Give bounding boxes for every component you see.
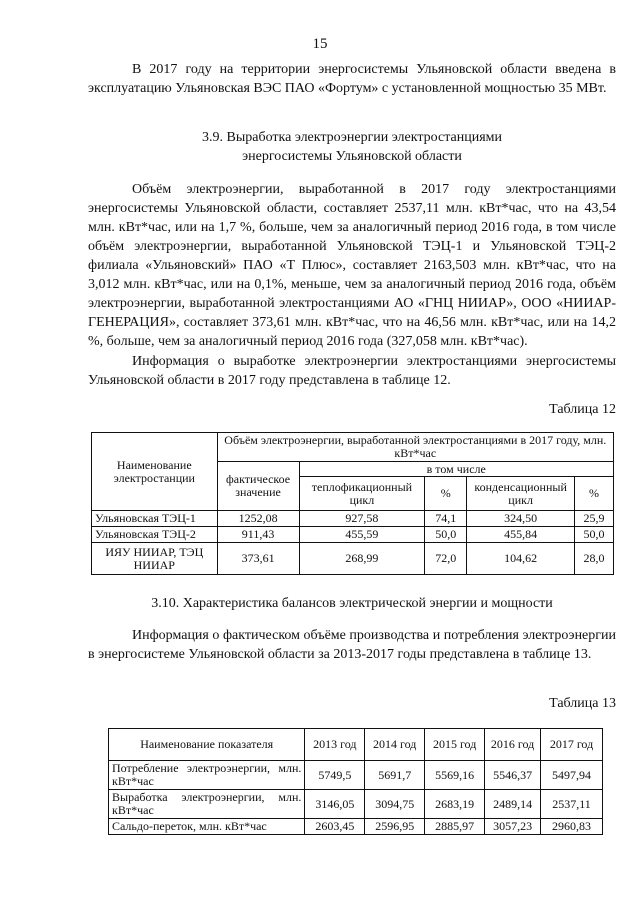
- table-row: [92, 511, 614, 527]
- t12-row1-heat: 927,58: [299, 511, 425, 527]
- t12-row2-cond: 455,84: [467, 527, 575, 543]
- paragraph-generation-volume: Объём электроэнергии, выработанной в 2017 году электростанциями энергосистемы Ульяновской области, составляет 2537,11 млн. кВт*час, что на 43,54 млн. кВт*час, или на 1,7 %, больше, чем за аналогичный период 2016 года, в том числе объём электроэнергии, выработанной Ульяновской ТЭЦ-1 и Ульяновской ТЭЦ-2 филиала «Ульяновский» ПАО «Т Плюс», составляет 2163,503 млн. кВт*час, что на 3,012 млн. кВт*час, или на 0,1%, меньше, чем за аналогичный период 2016 года, объём электроэнергии, выработанной электростанциями АО «ГНЦ НИИАР», ООО «НИИАР-ГЕНЕРАЦИЯ», составляет 373,61 млн. кВт*час, что на 46,56 млн. кВт*час, или на 14,2 %, больше, чем за аналогичный период 2016 года (327,058 млн. кВт*час).: [88, 182, 616, 349]
- t13-header-name: Наименование показателя: [109, 729, 305, 761]
- paragraph-table12-reference: Информация о выработке электроэнергии электростанциями энергосистемы Ульяновской области в 2017 году представлена в таблице 12.: [88, 354, 616, 388]
- t13-header-2014: 2014 год: [365, 729, 425, 761]
- t13-row1-2015: 5569,16: [425, 761, 485, 790]
- t12-row1-name: Ульяновская ТЭЦ-1: [92, 511, 218, 527]
- t13-row1-2014: 5691,7: [365, 761, 425, 790]
- table-row: [92, 543, 614, 575]
- t12-row2-heat: 455,59: [299, 527, 425, 543]
- section-heading-3-10: 3.10. Характеристика балансов электрической энергии и мощности: [151, 596, 553, 611]
- t12-row3-heat: 268,99: [299, 543, 425, 575]
- t12-row3-cond: 104,62: [467, 543, 575, 575]
- paragraph-wind-farm: В 2017 году на территории энергосистемы Ульяновской области введена в эксплуатацию Ульяновская ВЭС ПАО «Фортум» с установленной мощностью 35 МВт.: [88, 62, 616, 96]
- table-12: [91, 432, 614, 575]
- t13-header-2015: 2015 год: [425, 729, 485, 761]
- t12-row2-actual: 911,43: [217, 527, 299, 543]
- t12-row2-pct2: 50,0: [575, 527, 614, 543]
- t13-row2-2017: 2537,11: [541, 790, 603, 819]
- section-heading-3-9-line2: энергосистемы Ульяновской области: [242, 149, 462, 164]
- t13-header-2017: 2017 год: [541, 729, 603, 761]
- t13-row2-2016: 2489,14: [485, 790, 541, 819]
- t13-row1-2016: 5546,37: [485, 761, 541, 790]
- t13-row2-2015: 2683,19: [425, 790, 485, 819]
- t12-header-name: Наименование электростанции: [92, 433, 218, 511]
- t13-row2-2013: 3146,05: [305, 790, 365, 819]
- section-heading-3-9-line1: 3.9. Выработка электроэнергии электростанциями: [202, 130, 502, 145]
- section-heading-3-9: [88, 128, 616, 166]
- t12-row1-pct1: 74,1: [425, 511, 467, 527]
- t12-row1-actual: 1252,08: [217, 511, 299, 527]
- t12-row1-cond: 324,50: [467, 511, 575, 527]
- table-row: [109, 819, 603, 835]
- t12-row3-actual: 373,61: [217, 543, 299, 575]
- t13-row1-2013: 5749,5: [305, 761, 365, 790]
- table12-caption: Таблица 12: [549, 402, 616, 417]
- t12-row3-pct1: 72,0: [425, 543, 467, 575]
- t13-row3-name: Сальдо-переток, млн. кВт*час: [109, 819, 305, 835]
- t13-row2-2014: 3094,75: [365, 790, 425, 819]
- t12-row2-name: Ульяновская ТЭЦ-2: [92, 527, 218, 543]
- t13-header-2013: 2013 год: [305, 729, 365, 761]
- t12-header-pct2: %: [575, 477, 614, 511]
- table-row: [109, 790, 603, 819]
- t13-row3-2013: 2603,45: [305, 819, 365, 835]
- t13-row3-2014: 2596,95: [365, 819, 425, 835]
- t12-row3-name: ИЯУ НИИАР, ТЭЦ НИИАР: [92, 543, 218, 575]
- t12-row3-pct2: 28,0: [575, 543, 614, 575]
- t12-row1-pct2: 25,9: [575, 511, 614, 527]
- t12-header-actual: фактическое значение: [217, 462, 299, 511]
- t12-header-volume: Объём электроэнергии, выработанной электростанциями в 2017 году, млн. кВт*час: [217, 433, 613, 462]
- table-row: [109, 761, 603, 790]
- t13-row3-2015: 2885,97: [425, 819, 485, 835]
- t13-row2-name: Выработка электроэнергии, млн. кВт*час: [109, 790, 305, 819]
- t12-row2-pct1: 50,0: [425, 527, 467, 543]
- t12-header-pct1: %: [425, 477, 467, 511]
- table-row: [92, 527, 614, 543]
- page-number: 15: [312, 36, 328, 52]
- table-13: [108, 728, 603, 835]
- t13-row1-name: Потребление электроэнергии, млн. кВт*час: [109, 761, 305, 790]
- t13-row3-2017: 2960,83: [541, 819, 603, 835]
- paragraph-table13-reference: Информация о фактическом объёме производства и потребления электроэнергии в энергосистеме Ульяновской области за 2013-2017 годы представлена в таблице 13.: [88, 628, 616, 662]
- t12-header-cond: конденсационный цикл: [467, 477, 575, 511]
- t13-row3-2016: 3057,23: [485, 819, 541, 835]
- t12-header-including: в том числе: [299, 462, 613, 477]
- t13-header-2016: 2016 год: [485, 729, 541, 761]
- t13-row1-2017: 5497,94: [541, 761, 603, 790]
- table13-caption: Таблица 13: [549, 696, 616, 711]
- t12-header-heat: теплофикационный цикл: [299, 477, 425, 511]
